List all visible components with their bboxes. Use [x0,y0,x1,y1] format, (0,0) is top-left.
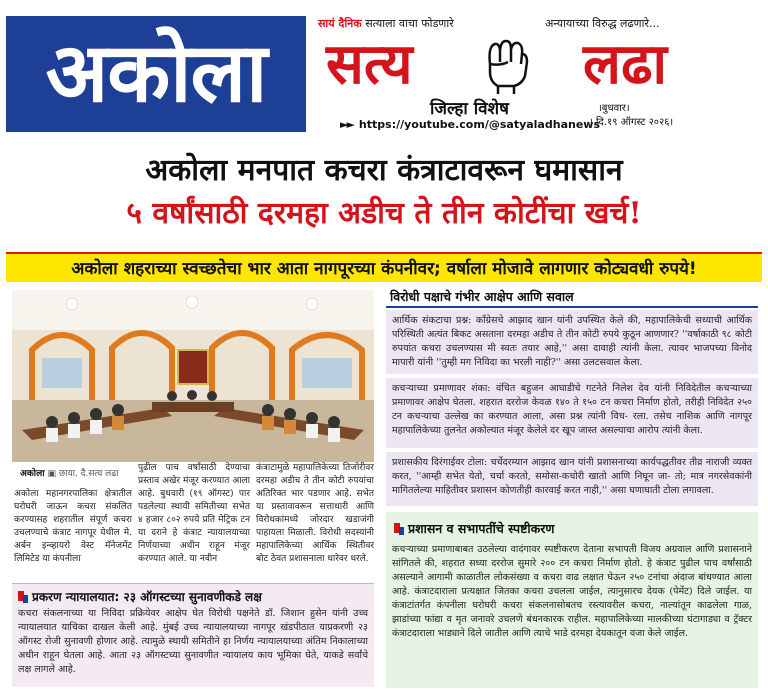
youtube-link-row[interactable] [340,118,600,131]
photo-credit [20,466,119,479]
double-arrow-icon: ►► [340,118,353,131]
edition-label: जिल्हा विशेष [430,99,509,119]
sub-headline: ५ वर्षांसाठी दरमहा अडीच ते तीन कोटींचा खर्च! [126,196,642,231]
opposition-heading: विरोधी पक्षाचे गंभीर आक्षेप आणि सवाल [390,289,574,304]
banner-headline: अकोला शहराच्या स्वच्छतेचा भार आता नागपूरच्या कंपनीवर; वर्षाला मोजावे लागणार कोट्यवधी रुपये! [6,252,762,282]
edition-date: । दि.१९ ऑगस्ट २०२६। [589,117,674,128]
article-column-3: कंत्राटामुळे महापालिकेच्या तिजोरीवर दरमहा अडीच ते तीन कोटी रुपयांचा अतिरिक्त भार पडणार आहे. सभेत या प्रस्तावावरून सत्ताधारी आणि विरोधकांमध्ये जोरदार खडाजंगी पाहायला मिळाली. विरोधी सदस्यांनी महापालिकेच्या आर्थिक स्थितीवर बोट ठेवत प्रशासनाला धारेवर धरले. [256,463,374,564]
opposition-point-financial: आर्थिक संकटाचा प्रश्न: काँग्रेसचे आझाद खान यांनी उपस्थित केले की, महापालिकेची सध्याची आर्थिक परिस्थिती अत्यंत बिकट असताना दरमहा अडीच ते तीन कोटी रुपये कुठून आणणार? ''वर्षाकाठी ९८ कोटी रुपयांत कचरा उचलण्यास मी स्वतः तयार आहे,'' असा दावाही त्यांनी केला. त्यावर भाजपच्या विनोद मापारी यांनी ''तुम्ही मग निविदा का भरली नाही?'' असा उलटसवाल केला. [386,310,758,376]
article-column-2: पुढील पाच वर्षांसाठी देण्याचा प्रस्ताव अखेर मंजूर करण्यात आला आहे. बुधवारी (१९ ऑगस्ट) पार पडलेल्या स्थायी समितीच्या सभेत ४ हजार ८०२ रुपये प्रति मेट्रिक टन या दराने हे कंत्राट न्यायालयाच्या निर्णयाच्या अधीन राहून मंजूर करण्यात आले. या नवीन [138,463,250,564]
akola-logo [6,16,306,132]
meeting-photo [12,290,374,462]
brand-word-ladha: लढा [583,31,667,97]
tagline-evening-daily: सायं दैनिक [318,17,362,30]
admin-heading [386,512,758,541]
photo-credit-by: छाया. दै.सत्य लढा [58,469,119,479]
tagline-left-text: सत्याला वाचा फोडणारे [365,17,454,30]
divider [386,306,758,308]
pin-icon [394,523,404,535]
brand-title [318,32,758,96]
brand-word-satya: सत्य [326,31,413,97]
camera-icon: ▣ [47,469,56,479]
court-section [12,583,374,687]
raised-fist-icon [478,36,532,96]
photo-credit-place: अकोला [20,469,45,479]
court-body: कचरा संकलनाच्या या निविदा प्रक्रियेवर आक्षेप घेत विरोधी पक्षनेते डॉ. जिशान हुसेन यांनी उच्च न्यायालयात याचिका दाखल केली आहे. मुंबई उच्च न्यायालयाच्या नागपूर खंडपीठात याप्रकरणी २३ ऑगस्ट रोजी सुनावणी होणार आहे. त्यामुळे स्थायी समितीने हा निर्णय न्यायालयाच्या अंतिम निकालाच्या अधीन राहून घेतला आहे. आता २३ ऑगस्टच्या सुनावणीत न्यायालय काय भूमिका घेते, याकडे सर्वांचे लक्ष लागले आहे. [18,608,368,675]
masthead [0,0,768,150]
admin-clarification-section [386,512,758,688]
opposition-point-waste-quantity: कचऱ्याच्या प्रमाणावर शंका: वंचित बहुजन आघाडीचे गटनेते निलेश देव यांनी निविदेतील कचऱ्याच्या प्रमाणावर आक्षेप घेतला. शहरात दररोज केवळ १४० ते १५० टन कचरा निर्माण होतो, तरीही निविदेत २५० टन कचऱ्याचा उल्लेख का करण्यात आला, असा प्रश्न त्यांनी विच- रला. तसेच नाशिक आणि नागपूर महापालिकेच्या तुलनेत अकोल्यात मंजूर केलेले दर खूप जास्त असल्याचा आरोप त्यांनी केला. [386,378,758,450]
admin-body: कचऱ्याच्या प्रमाणाबाबत उठलेल्या वादंगावर स्पष्टीकरण देताना सभापती विजय अग्रवाल आणि प्रशासनाने सांगितले की, शहरात सध्या दररोज सुमारे २०० टन कचरा निर्माण होतो. हे कंत्राट पुढील पाच वर्षांसाठी असल्याने आगामी काळातील लोकसंख्या व कचरा वाढ लक्षात घेऊन २५० टनांचा अंदाज बांधण्यात आला आहे. कंत्राटदाराला प्रत्यक्षात जितका कचरा उचलला जाईल, त्यानुसारच देयक (पेमेंट) दिले जाईल. या कंत्राटांतर्गत कंपनीला घरोघरी कचरा संकलनासोबतच रस्त्यावरील कचरा, नाल्यांतून काढलेला गाळ, झाडांच्या फांद्या व मृत जनावरे उचलणे बंधनकारक राहील. महापालिकेच्या मालकीच्या घंटागाड्या व ट्रॅक्टर कंत्राटदाराला भाड्याने दिले जातील आणि त्याचे भाडे दरमहा देयकातून वजा केले जाईल. [392,544,752,639]
court-heading-text: प्रकरण न्यायालयात: २३ ऑगस्टच्या सुनावणीकडे लक्ष [32,590,262,604]
youtube-url[interactable]: https://youtube.com/@satyaladhanews [358,118,600,131]
meeting-hall-illustration [12,290,374,462]
tagline-right: अन्यायाच्या विरुद्ध लढणारे... [545,17,660,30]
akola-logo-text: अकोला [45,26,267,121]
admin-heading-text: प्रशासन व सभापतींचे स्पष्टीकरण [408,521,555,536]
article-column-1: अकोला महानगरपालिका क्षेत्रातील घरोघरी जाऊन कचरा संकलित करण्यासह शहरातील संपूर्ण कचरा उचलण्याचे कंत्राट नागपूर येथील मे. अर्बन इन्व्हायरो वेस्ट मॅनेजमेंट लिमिटेड या कंपनीला [14,489,132,564]
opposition-point-admin-delay: प्रशासकीय दिरंगाईवर टोला: चर्चेदरम्यान आझाद खान यांनी प्रशासनाच्या कार्यपद्धतीवर तीव्र नाराजी व्यक्त करत, ''आम्ही सभेत येतो, चर्चा करतो, समोसा-कचोरी खातो आणि निघून जा- तो; मात्र नगरसेवकांनी मागितलेल्या माहितीवर प्रशासन कोणतीही कारवाई करत नाही,'' असा घणाघाती टोला लगावला. [386,452,758,508]
main-headline: अकोला मनपात कचरा कंत्राटावरून घमासान [145,153,623,188]
edition-day: ।बुधवार। [598,103,630,114]
tagline-left [318,16,454,31]
court-heading [12,584,374,607]
pin-icon [18,591,28,603]
